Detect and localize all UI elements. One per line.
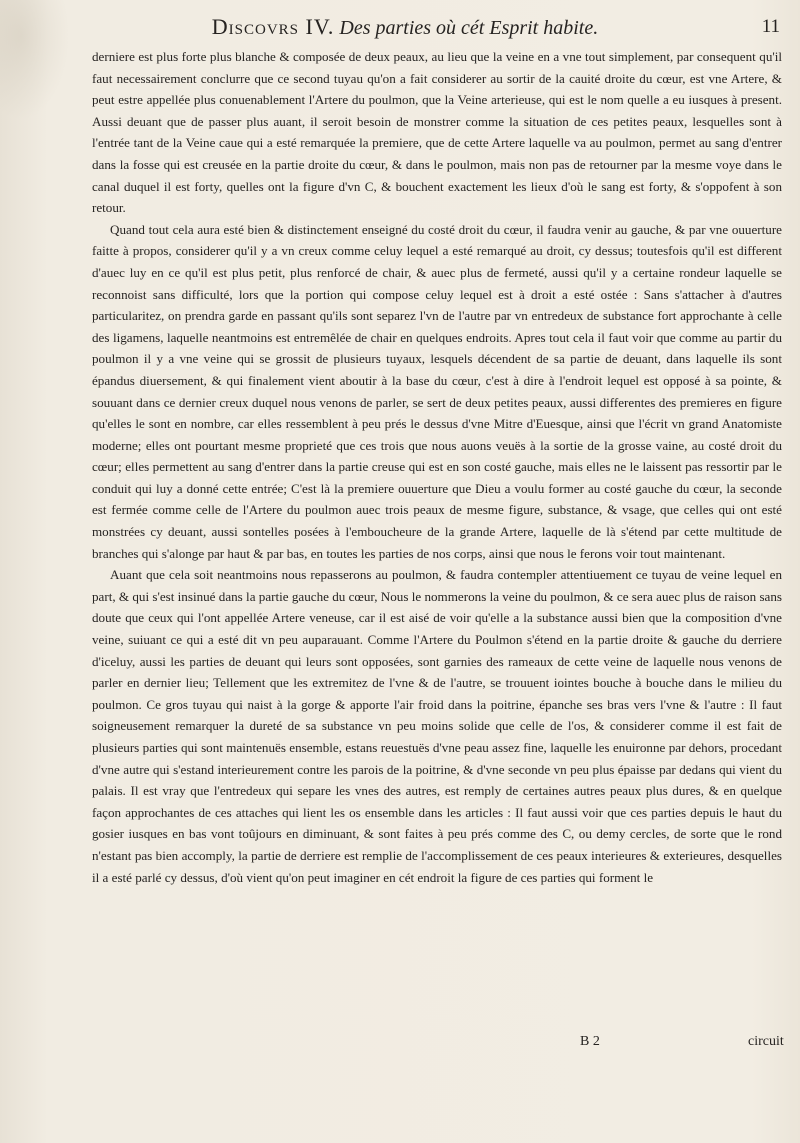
- catchword: circuit: [748, 1034, 784, 1049]
- paper-stain: [0, 0, 70, 120]
- running-head: [90, 14, 720, 41]
- running-head-discourse: Discovrs IV.: [211, 14, 335, 39]
- page-number: 11: [761, 16, 780, 37]
- paragraph-3: Auant que cela soit neantmoins nous repasserons au poulmon, & faudra contempler attentiuement ce tuyau de veine lequel en part, & qui s'est insinué dans la partie gauche du cœur, Nous le nommerons la veine du poulmon, & ce sera auec plus de raison sans doute que ceux qui l'ont appellée Artere veneuse, car il est aisé de voir qu'elle a la substance aussi bien que la composition d'vne veine, suiuant ce qui a esté dit vn peu auparauant. Comme l'Artere du Poulmon s'étend en la partie droite & gauche du derriere d'iceluy, aussi les parties de deuant qui leurs sont opposées, sont garnies des rameaux de cette veine de laquelle nous venons de parler en dernier lieu; Tellement que les extremitez de l'vne & de l'autre, se trouuent iointes bouche à bouche dans le milieu du poulmon. Ce gros tuyau qui naist à la gorge & apporte l'air froid dans la poitrine, épanche ses bras vers l'vne & l'autre : Il faut soigneusement remarquer la dureté de sa substance vn peu moins solide que celle de l'os, & considerer comme il est fait de plusieurs parties qui sont maintenuës ensemble, estans reuestuës d'vne peau assez fine, laquelle les enuironne par dehors, procedant d'vne autre qui s'estand interieurement contre les parois de la poitrine, & d'vne seconde vn peu plus épaisse par dedans qui vient du palais. Il est vray que l'entredeux qui separe les vnes des autres, est remply de certaines autres peaux plus dures, & en quelque façon approchantes de ces attaches qui lient les os ensemble dans les articles : Il faut aussi voir que ces parties depuis le haut du gosier iusques en bas vont toûjours en diminuant, & sont faites à peu prés comme des C, ou demy cercles, de sorte que le rond n'estant pas bien accomply, la partie de derriere est remplie de l'accomplissement de ces peaux interieures & exterieures, desquelles il a esté parlé cy dessus, d'où vient qu'on peut imaginer en cét endroit la figure de ces parties qui forment le: [92, 567, 782, 885]
- signature-mark: B 2: [580, 1034, 600, 1049]
- paragraph-1: derniere est plus forte plus blanche & composée de deux peaux, au lieu que la veine en a vne tout simplement, par consequent qu'il faut necessairement conclurre que ce second tuyau qu'on a fait considerer au sortir de la cauité droite du cœur, est vne Artere, & peut estre appellée plus conuenablement l'Artere du poulmon, que la Veine arterieuse, qui est le nom quelle a eu iusques à present. Aussi deuant que de passer plus auant, il seroit besoin de monstrer comme la situation de ces petites peaux, lesquelles sont à l'entrée tant de la Veine caue qui a esté remarquée la premiere, que de cette Artere laquelle va au poulmon, permet au sang d'entrer dans la fosse qui est creusée en la partie droite du cœur, & dans le poulmon, mais non pas de retourner par la mesme voye dans le canal duquel il est forty, quelles ont la figure d'vn C, & bouchent exactement les lieux d'où le sang est forty, & s'oppofent à son retour.: [92, 49, 782, 216]
- page-header: [90, 14, 780, 44]
- main-text: [92, 46, 782, 1066]
- paragraph-2: Quand tout cela aura esté bien & distinctement enseigné du costé droit du cœur, il faudra venir au gauche, & par vne ouuerture faitte à propos, considerer qu'il y a vn creux comme celuy lequel a esté remarqué au droit, cy dessus; toutesfois qu'il est different d'auec luy en ce qu'il est plus petit, plus renforcé de chair, & auec plus de fermeté, aussi qu'il y a certaine rondeur laquelle se reconnoist sans difficulté, lors que la portion qui compose celuy lequel est à droit a esté ostée : Sans s'attacher à d'autres particularitez, on prendra garde en passant qu'ils sont separez l'vn de l'autre par vn entredeux de substance fort approchante à celle des ligamens, laquelle neantmoins est entremêlée de chair en quelques endroits. Apres tout cela il faut voir que comme au partir du poulmon il y a vne veine qui se grossit de plusieurs tuyaux, lesquels décendent de sa partie de deuant, dans laquelle ils sont épandus diuersement, & qui finalement vient aboutir à la base du cœur, c'est à dire à l'endroit lequel est opposé à sa pointe, & souuant dans ce dernier creux duquel nous venons de parler, se sert de deux petites peaux, aussi differentes des premieres en figure qu'elles le sont en nombre, car elles ressemblent à peu prés le dessus d'vne Mitre d'Euesque, ainsi que l'écrit vn grand Anatomiste moderne; elles ont pourtant mesme proprieté que ces trois que nous auons veuës à la sortie de la grosse vaine, au costé droit du cœur; elles permettent au sang d'entrer dans la partie creuse qui est en son costé gauche, mais elles ne le laissent pas ressortir par le conduit qui luy a donné cette entrée; C'est là la premiere ouuerture que Dieu a voulu former au costé gauche du cœur, la seconde est fermée comme celle de l'Artere du poulmon auec trois peaux de mesme figure, substance, & vsage, que celles qui ont esté monstrées cy deuant, aussi sontelles posées à l'emboucheure de la grande Artere, laquelle de là s'étend par cette multitude de branches qui s'alonge par haut & par bas, en toutes les parties de nos corps, ainsi que nous le ferons voir tout maintenant.: [92, 221, 782, 561]
- running-head-title: Des parties où cét Esprit habite.: [339, 17, 599, 39]
